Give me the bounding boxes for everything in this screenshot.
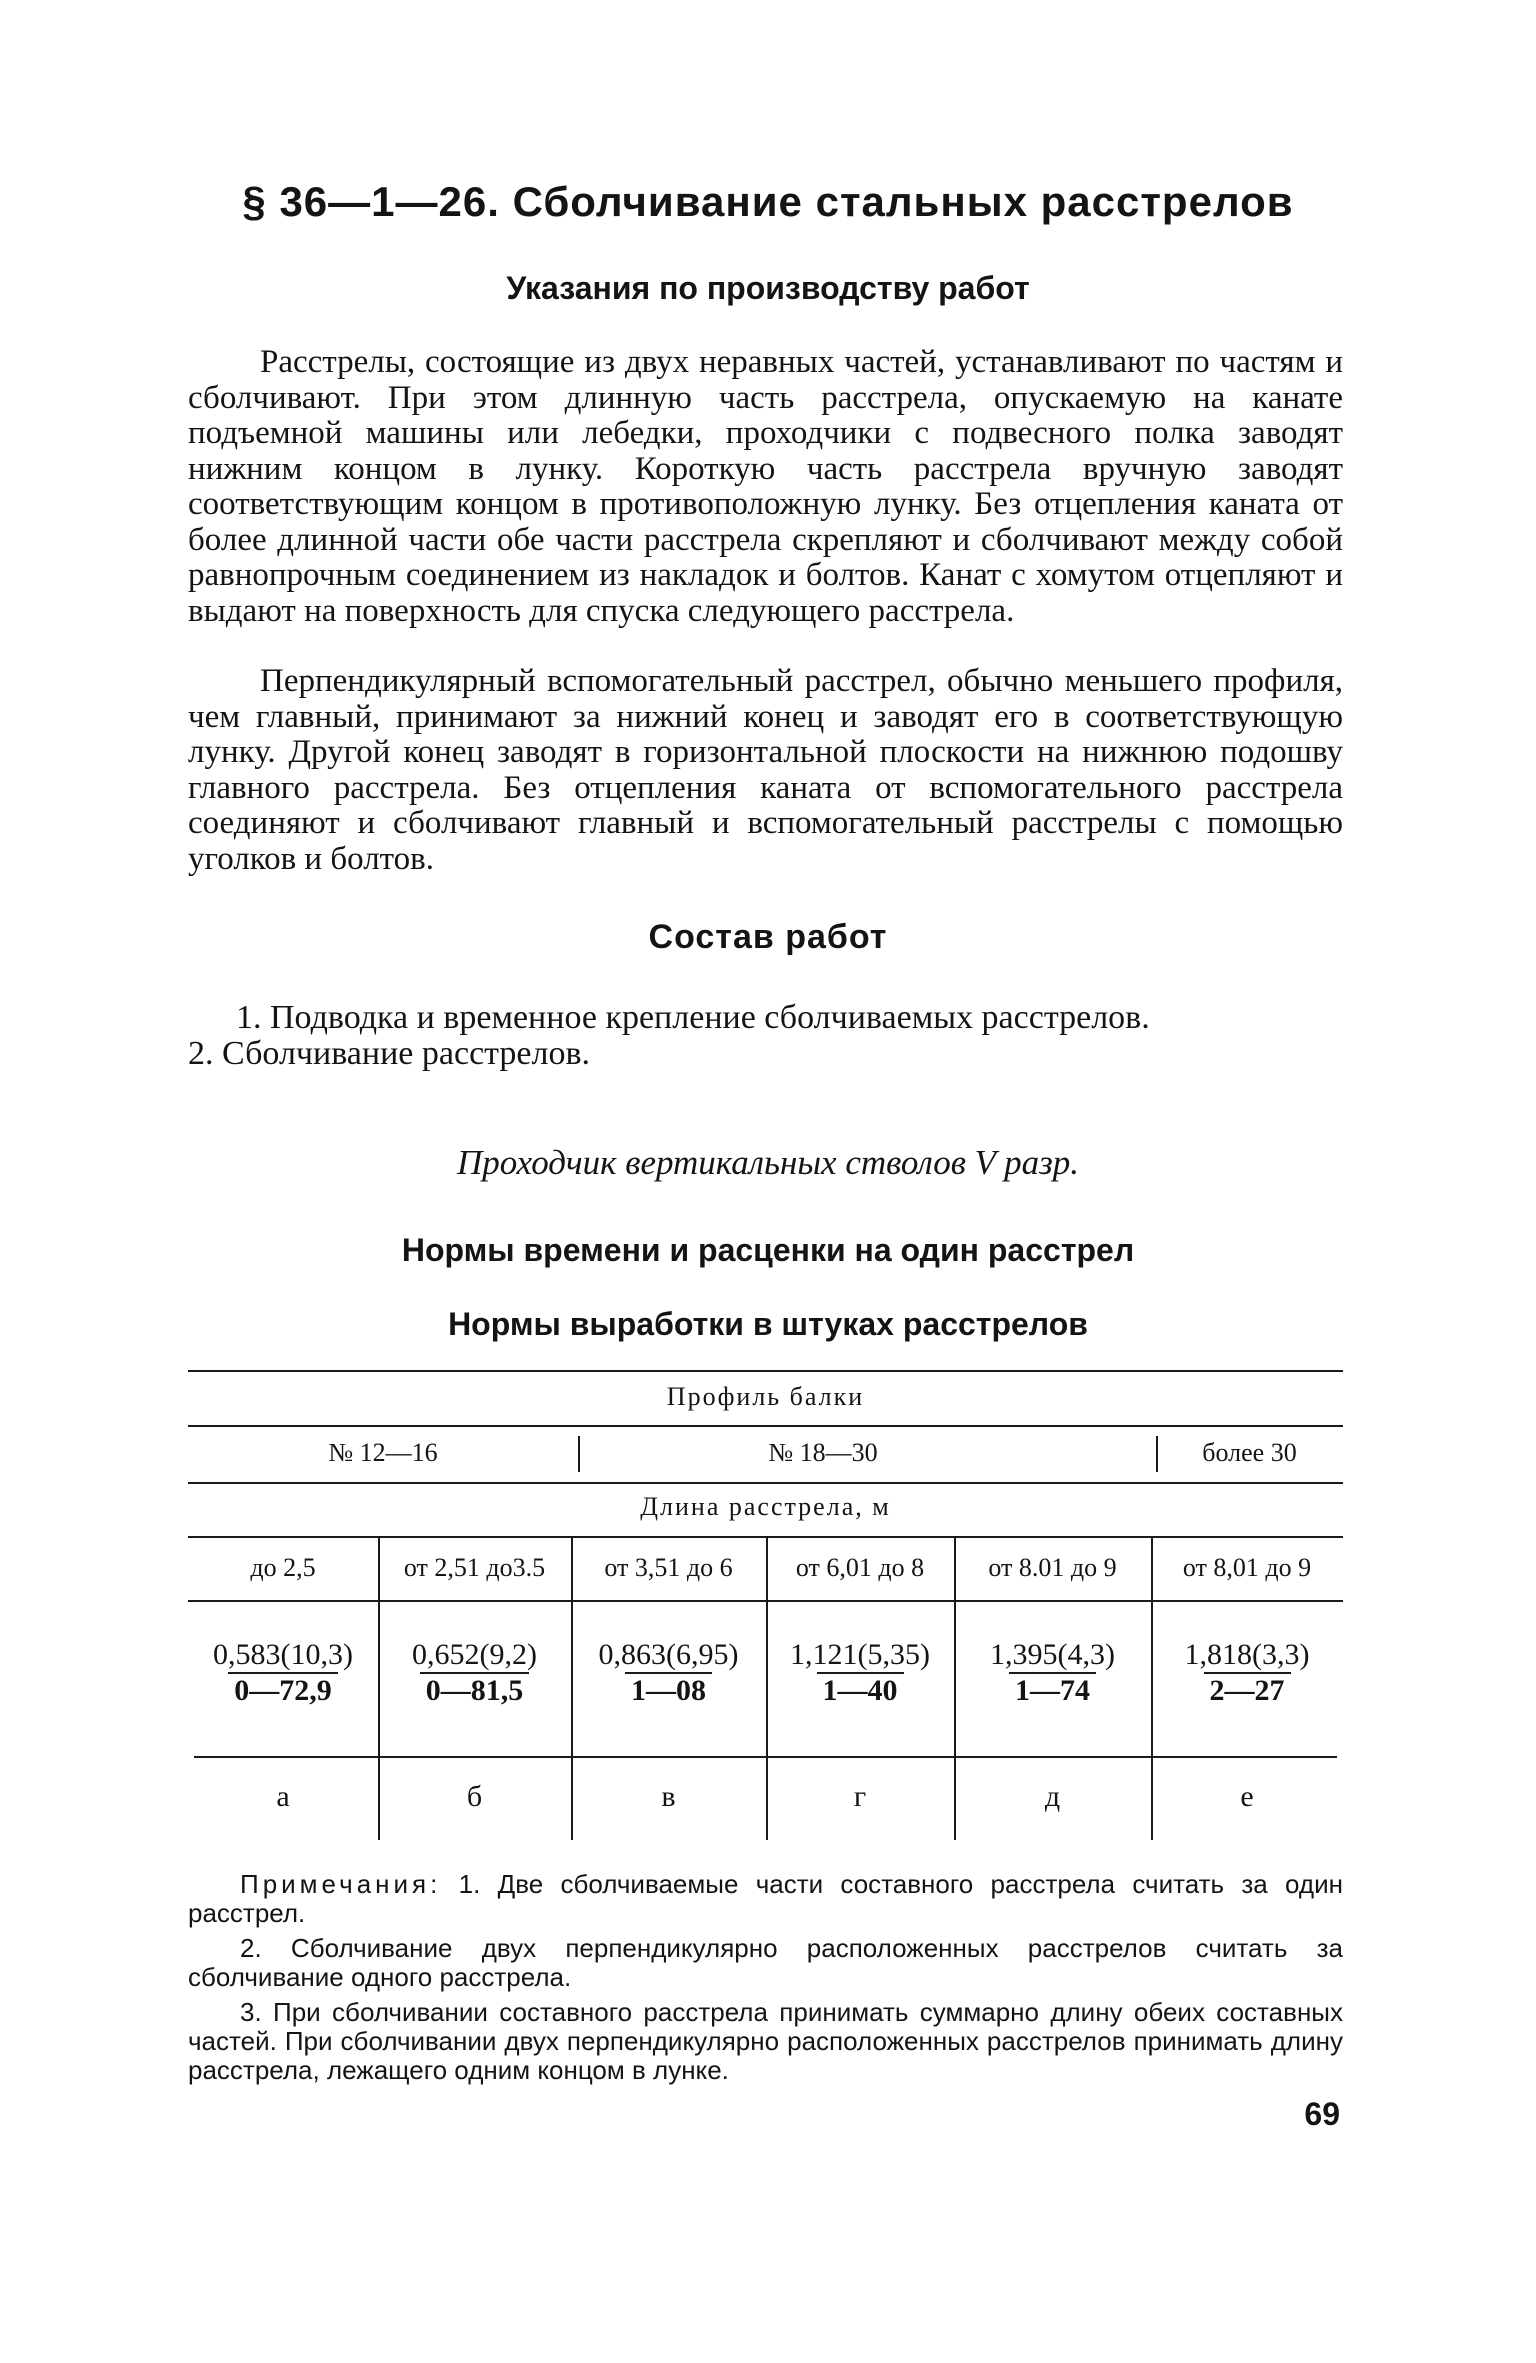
price: 2—27 <box>1204 1672 1291 1708</box>
paragraph-1: Расстрелы, состоящие из двух неравных частей, устанавливают по частям и сболчивают. При этом длинную часть расстрела, опускаемую на канате подъемной машины или лебедки, проходчики с подвесного полка заводят нижним концом в лунку. Короткую часть расстрела вручную заводят соответствующим концом в противоположную лунку. Без отцепления каната от более длинной части обе части расстрела скрепляют и сболчивают между собой равнопрочным соединением из накладок и болтов. Канат с хомутом отцепляют и выдают на поверхность для спуска следующего расстрела. <box>188 344 1343 629</box>
column-letter: е <box>1240 1780 1254 1813</box>
table-rule <box>188 1425 1343 1427</box>
list-item: 1. Подводка и временное крепление сболчиваемых расстрелов. <box>236 999 1150 1036</box>
list-item: 2. Сболчивание расстрелов. <box>188 1035 591 1072</box>
price: 0—72,9 <box>228 1672 338 1708</box>
time-norm: 1,121(5,35) <box>790 1638 930 1671</box>
range-cell: от 2,51 до3.5 <box>403 1553 546 1582</box>
time-norm: 1,818(3,3) <box>1184 1638 1310 1671</box>
time-norm: 0,652(9,2) <box>412 1638 537 1671</box>
paragraph-2: Перпендикулярный вспомогательный расстрел, обычно меньшего профиля, чем главный, принимают за нижний конец и заводят его в соответствующую лунку. Другой конец заводят в горизонтальной плоскости на нижнюю подошву главного расстрела. Без отцепления каната от вспомогательного расстрела соединяют и сболчивают главный и вспомогательный расстрелы с помощью уголков и болтов. <box>188 663 1343 877</box>
range-cell: от 3,51 до 6 <box>604 1553 733 1582</box>
work-composition-list <box>188 1000 1343 1072</box>
price: 1—40 <box>817 1672 904 1708</box>
norms-heading: Нормы времени и расценки на один расстрел <box>401 1232 1135 1268</box>
column-letter: г <box>853 1780 867 1813</box>
notes-label: Примечания: <box>240 1869 442 1899</box>
norms-table <box>188 1370 1343 1840</box>
norm-value-cell <box>766 1638 954 1708</box>
norm-value-cell <box>571 1638 766 1708</box>
time-norm: 1,395(4,3) <box>990 1638 1115 1671</box>
time-norm: 0,583(10,3) <box>213 1638 353 1671</box>
column-letter: в <box>661 1780 676 1813</box>
profile-group: № 18—30 <box>768 1438 878 1467</box>
range-cell: от 6,01 до 8 <box>795 1553 925 1582</box>
range-cell: от 8.01 до 9 <box>988 1553 1117 1582</box>
note-text: 1. Две сболчиваемые части составного расстрела считать за один расстрел. <box>188 1869 1343 1928</box>
output-heading: Нормы выработки в штуках расстрелов <box>448 1306 1088 1342</box>
price: 1—08 <box>625 1672 712 1708</box>
price: 0—81,5 <box>420 1672 530 1708</box>
column-letter: д <box>1044 1780 1061 1813</box>
note-1 <box>188 1870 1343 1928</box>
norm-value-cell <box>1151 1638 1343 1708</box>
notes <box>188 1870 1343 2085</box>
column-letter: а <box>276 1780 290 1813</box>
table-rule <box>188 1370 1343 1372</box>
norm-value-cell <box>188 1638 378 1708</box>
price: 1—74 <box>1009 1672 1096 1708</box>
range-cell: от 8,01 до 9 <box>1182 1553 1312 1582</box>
profile-group: более 30 <box>1202 1438 1297 1467</box>
worker-title: Проходчик вертикальных стволов V разр. <box>456 1143 1080 1182</box>
column-letter: б <box>466 1780 483 1813</box>
norm-value-cell <box>378 1638 571 1708</box>
profile-group: № 12—16 <box>328 1438 438 1467</box>
length-header: Длина расстрела, м <box>640 1492 891 1521</box>
time-norm: 0,863(6,95) <box>598 1638 739 1671</box>
work-instructions-heading: Указания по производству работ <box>506 270 1030 306</box>
table-rule <box>188 1482 1343 1484</box>
page-number: 69 <box>1304 2096 1340 2132</box>
note-2: 2. Сболчивание двух перпендикулярно расположенных расстрелов считать за сболчивание одного расстрела. <box>188 1933 1343 1992</box>
norm-value-cell <box>954 1638 1151 1708</box>
profile-header: Профиль балки <box>666 1382 865 1411</box>
work-composition-heading: Состав работ <box>648 918 888 956</box>
section-title: § 36—1—26. Сболчивание стальных расстрелов <box>242 178 1294 225</box>
note-3: 3. При сболчивании составного расстрела принимать суммарно длину обеих составных частей. При сболчивании двух перпендикулярно расположенных расстрелов принимать длину расстрела, лежащего одним концом в лунке. <box>188 1997 1343 2085</box>
range-cell: до 2,5 <box>250 1553 316 1582</box>
